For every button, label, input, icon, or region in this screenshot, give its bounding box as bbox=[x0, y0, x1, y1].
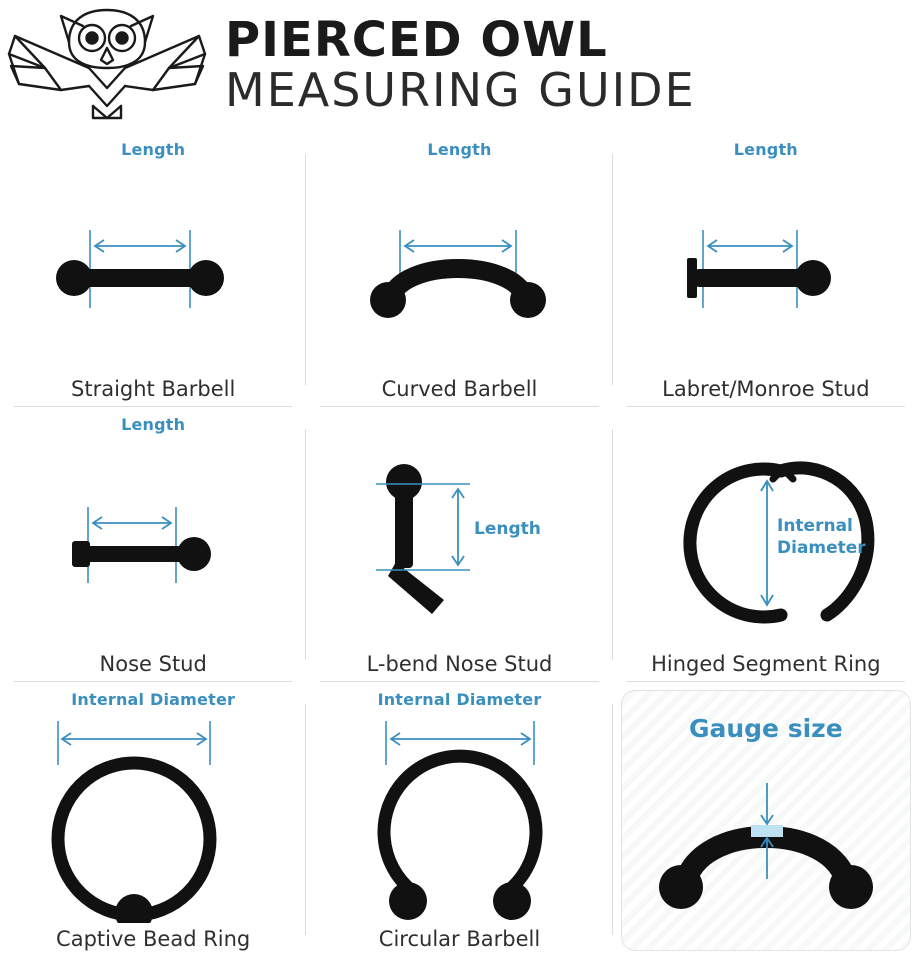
title-line-2: MEASURING GUIDE bbox=[225, 62, 696, 117]
dimension-label: Length bbox=[427, 140, 492, 159]
item-caption: L-bend Nose Stud bbox=[366, 652, 553, 676]
guide-item-labret-monroe-stud bbox=[613, 132, 919, 407]
guide-item-circular-barbell bbox=[306, 682, 612, 957]
item-caption: Straight Barbell bbox=[71, 377, 236, 401]
gauge-size-barbell-icon bbox=[613, 743, 919, 951]
dimension-label: Internal Diameter bbox=[71, 690, 236, 709]
circular-barbell-icon bbox=[306, 709, 612, 927]
page-header bbox=[0, 0, 919, 130]
svg-text:Length: Length bbox=[474, 519, 542, 539]
hinged-segment-ring-icon bbox=[613, 434, 919, 652]
owl-logo-icon bbox=[0, 5, 215, 125]
guide-item-l-bend-nose-stud bbox=[306, 407, 612, 682]
page-title bbox=[215, 11, 696, 117]
guide-item-curved-barbell bbox=[306, 132, 612, 407]
guide-item-nose-stud bbox=[0, 407, 306, 682]
svg-text:Diameter: Diameter bbox=[776, 538, 866, 558]
guide-item-gauge-size bbox=[613, 682, 919, 957]
item-caption: Captive Bead Ring bbox=[56, 927, 251, 951]
captive-bead-ring-icon bbox=[0, 709, 306, 927]
item-caption: Circular Barbell bbox=[378, 927, 541, 951]
guide-grid bbox=[0, 132, 919, 957]
svg-text:Internal: Internal bbox=[776, 516, 853, 536]
item-caption: Curved Barbell bbox=[381, 377, 538, 401]
guide-item-straight-barbell bbox=[0, 132, 306, 407]
guide-item-hinged-segment-ring bbox=[613, 407, 919, 682]
curved-barbell-icon bbox=[306, 159, 612, 377]
item-caption: Hinged Segment Ring bbox=[651, 652, 881, 676]
nose-stud-icon bbox=[0, 434, 306, 652]
straight-barbell-icon bbox=[0, 159, 306, 377]
guide-item-captive-bead-ring bbox=[0, 682, 306, 957]
labret-stud-icon bbox=[613, 159, 919, 377]
gauge-size-label: Gauge size bbox=[688, 714, 843, 743]
item-caption: Labret/Monroe Stud bbox=[662, 377, 870, 401]
dimension-label: Internal Diameter bbox=[377, 690, 542, 709]
dimension-label: Length bbox=[121, 140, 186, 159]
dimension-label: Length bbox=[121, 415, 186, 434]
item-caption: Nose Stud bbox=[99, 652, 207, 676]
dimension-label: Length bbox=[733, 140, 798, 159]
title-line-1: PIERCED OWL bbox=[225, 11, 608, 68]
l-bend-nose-stud-icon bbox=[306, 434, 612, 652]
